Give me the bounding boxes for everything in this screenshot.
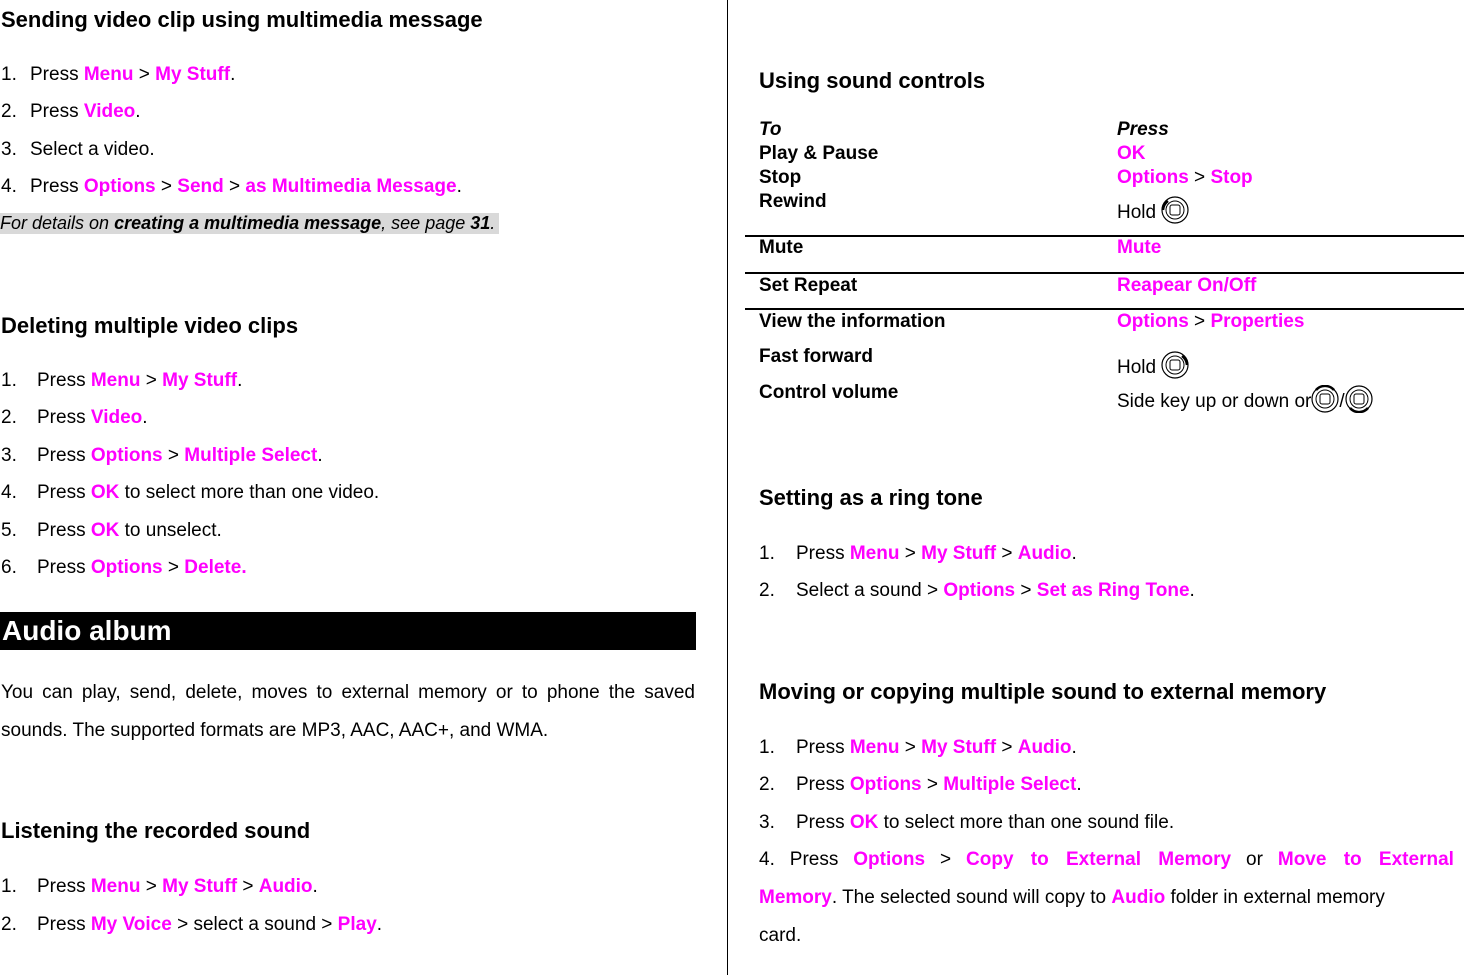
table-cell-action: View the information <box>759 311 946 332</box>
reference-note: For details on creating a multimedia message, see page 31. <box>0 213 499 234</box>
heading-sending-video-clip: Sending video clip using multimedia message <box>1 7 483 32</box>
heading-listening-recorded-sound: Listening the recorded sound <box>1 818 311 843</box>
heading-setting-ring-tone: Setting as a ring tone <box>759 485 983 510</box>
nav-key-right-icon <box>1161 351 1189 379</box>
table-cell-key: Mute <box>1117 237 1162 258</box>
list-item-continuation: card. <box>759 925 802 946</box>
audio-album-description: You can play, send, delete, moves to external memory or to phone the saved sounds. The supported formats are MP3, AAC, AAC+, and WMA. <box>1 682 695 741</box>
list-item: 1. Press Menu > My Stuff > Audio. <box>759 737 1077 758</box>
table-cell-action: Stop <box>759 167 802 188</box>
list-item: 3. Press Options > Multiple Select. <box>1 445 323 466</box>
list-item: 3. Press OK to select more than one sound file. <box>759 812 1175 833</box>
list-item: 2. Press Video. <box>1 407 148 428</box>
list-item: 3. Select a video. <box>1 139 155 160</box>
list-item: 5. Press OK to unselect. <box>1 520 222 541</box>
list-item-continuation: Memory. The selected sound will copy to Audio folder in external memory <box>759 887 1385 908</box>
table-cell-action: Fast forward <box>759 346 874 367</box>
table-cell-key: Options > Stop <box>1117 167 1253 188</box>
list-item: 2. Select a sound > Options > Set as Ring Tone. <box>759 580 1195 601</box>
list-item: 6. Press Options > Delete. <box>1 557 247 578</box>
table-row-divider <box>745 235 1464 237</box>
column-divider <box>727 0 728 975</box>
table-cell-action: Control volume <box>759 382 899 403</box>
table-cell-key: Side key up or down or / <box>1117 385 1373 413</box>
heading-moving-copying-sound: Moving or copying multiple sound to external memory <box>759 679 1327 704</box>
list-item: 2. Press Options > Multiple Select. <box>759 774 1082 795</box>
table-cell-action: Mute <box>759 237 804 258</box>
table-row-divider <box>745 272 1464 274</box>
heading-deleting-video-clips: Deleting multiple video clips <box>1 313 299 338</box>
list-item: 2. Press My Voice > select a sound > Play. <box>1 914 383 935</box>
section-banner-audio-album: Audio album <box>0 612 696 650</box>
table-header-press: Press <box>1117 119 1169 140</box>
nav-key-left-icon <box>1161 196 1189 224</box>
table-cell-action: Set Repeat <box>759 275 858 296</box>
list-item: 1. Press Menu > My Stuff > Audio. <box>1 876 318 897</box>
table-cell-key: Reapear On/Off <box>1117 275 1257 296</box>
table-cell-action: Rewind <box>759 191 827 212</box>
list-item: 2. Press Video. <box>1 101 141 122</box>
nav-key-up-icon <box>1311 385 1339 413</box>
list-item: 4. Press OK to select more than one video. <box>1 482 380 503</box>
table-cell-key: Hold <box>1117 351 1189 379</box>
table-cell-key: OK <box>1117 143 1146 164</box>
table-header-to: To <box>759 119 782 140</box>
nav-key-down-icon <box>1345 385 1373 413</box>
list-item: 4. Press Options > Copy to External Memory or Move to External <box>759 849 1454 870</box>
list-item: 1. Press Menu > My Stuff. <box>1 370 243 391</box>
table-cell-key: Options > Properties <box>1117 311 1305 332</box>
table-cell-key: Hold <box>1117 196 1189 224</box>
table-row-divider <box>745 308 1464 310</box>
list-item: 4. Press Options > Send > as Multimedia Message. <box>1 176 462 197</box>
list-item: 1. Press Menu > My Stuff > Audio. <box>759 543 1077 564</box>
list-item: 1. Press Menu > My Stuff. <box>1 64 236 85</box>
heading-using-sound-controls: Using sound controls <box>759 68 986 93</box>
table-cell-action: Play & Pause <box>759 143 879 164</box>
